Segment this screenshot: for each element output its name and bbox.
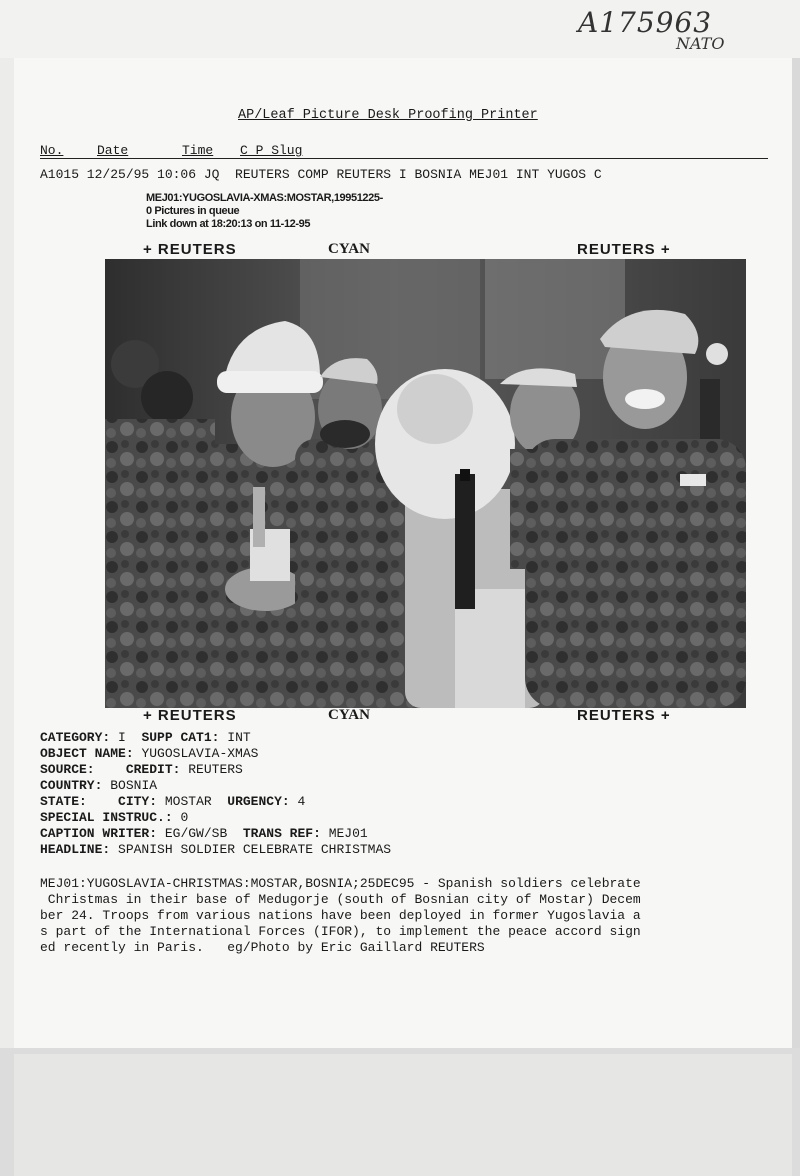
caption-line: Christmas in their base of Medugorje (south of Bosnian city of Mostar) Decem	[40, 892, 641, 907]
column-headers	[40, 143, 768, 159]
headline-value: SPANISH SOLDIER CELEBRATE CHRISTMAS	[118, 842, 392, 857]
special-value: 0	[180, 810, 189, 825]
registration-bottom-left: + REUTERS	[143, 707, 237, 724]
meta-object-row	[40, 746, 258, 761]
meta-state-row	[40, 794, 305, 809]
supp-value: INT	[227, 730, 251, 745]
page-left-edge	[0, 58, 14, 1048]
photo-image	[105, 259, 746, 708]
trans-value: MEJ01	[328, 826, 368, 841]
city-label: CITY:	[118, 794, 158, 809]
city-value: MOSTAR	[164, 794, 212, 809]
caption-line: ber 24. Troops from various nations have been deployed in former Yugoslavia a	[40, 908, 641, 923]
column-time: Time	[182, 143, 214, 158]
writer-value: EG/GW/SB	[164, 826, 228, 841]
meta-source-row	[40, 762, 243, 777]
meta-writer-row	[40, 826, 368, 841]
category-label: CATEGORY:	[40, 730, 111, 745]
category-value: I	[118, 730, 126, 745]
handwritten-note: NATO	[676, 34, 725, 53]
queue-count: 0 Pictures in queue	[146, 205, 240, 217]
page-title: AP/Leaf Picture Desk Proofing Printer	[238, 108, 538, 123]
caption-line: MEJ01:YUGOSLAVIA-CHRISTMAS:MOSTAR,BOSNIA;25DEC95 - Spanish soldiers celebrate	[40, 876, 641, 891]
caption-line: ed recently in Paris. eg/Photo by Eric Gaillard REUTERS	[40, 940, 485, 955]
headline-label: HEADLINE:	[40, 842, 111, 857]
news-photo	[105, 259, 746, 708]
column-no: No.	[40, 143, 64, 158]
column-date: Date	[97, 143, 129, 158]
meta-country-row	[40, 778, 157, 793]
handwritten-archive-id: A175963	[578, 6, 713, 39]
meta-headline-row	[40, 842, 391, 857]
state-label: STATE:	[40, 794, 87, 809]
slug-line: A1015 12/25/95 10:06 JQ REUTERS COMP REUTERS I BOSNIA MEJ01 INT YUGOS C	[40, 167, 602, 182]
meta-category-row	[40, 730, 251, 745]
page-bottom-margin	[0, 1048, 800, 1176]
country-value: BOSNIA	[110, 778, 158, 793]
object-value: YUGOSLAVIA-XMAS	[141, 746, 259, 761]
registration-top-left: + REUTERS	[143, 241, 237, 258]
writer-label: CAPTION WRITER:	[40, 826, 158, 841]
registration-top-cyan: CYAN	[328, 241, 370, 257]
column-cp-slug: C P Slug	[240, 143, 303, 158]
queue-link-status: Link down at 18:20:13 on 11-12-95	[146, 218, 311, 230]
credit-value: REUTERS	[188, 762, 243, 777]
photo-caption	[40, 876, 768, 956]
object-label: OBJECT NAME:	[40, 746, 134, 761]
registration-top-right: REUTERS +	[577, 241, 671, 258]
caption-line: s part of the International Forces (IFOR), to implement the peace accord sign	[40, 924, 641, 939]
urgency-value: 4	[297, 794, 306, 809]
supp-label: SUPP CAT1:	[141, 730, 220, 745]
urgency-label: URGENCY:	[227, 794, 290, 809]
special-label: SPECIAL INSTRUC.:	[40, 810, 173, 825]
trans-label: TRANS REF:	[242, 826, 321, 841]
registration-bottom-cyan: CYAN	[328, 707, 370, 723]
registration-bottom-right: REUTERS +	[577, 707, 671, 724]
credit-label: CREDIT:	[125, 762, 181, 777]
country-label: COUNTRY:	[40, 778, 103, 793]
queue-slug: MEJ01:YUGOSLAVIA-XMAS:MOSTAR,19951225-	[146, 192, 383, 204]
source-label: SOURCE:	[40, 762, 95, 777]
meta-special-row	[40, 810, 188, 825]
